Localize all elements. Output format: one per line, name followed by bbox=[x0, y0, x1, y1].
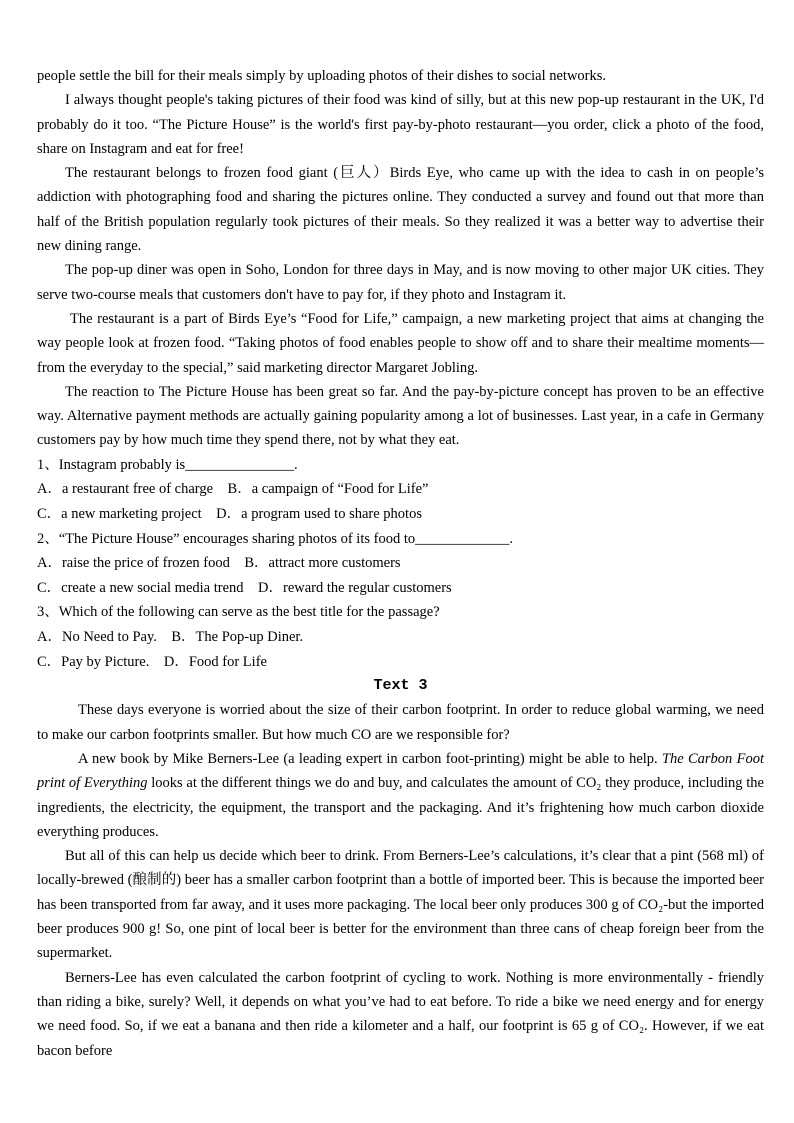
passage-paragraph: The restaurant is a part of Birds Eye’s “Food for Life,” campaign, a new marketing project that aims at changing the way people look at frozen food. “Taking photos of food enables people to show off and to share their mealtime moments—from the everyday to the special,” said marketing director Margaret Jobling. bbox=[37, 310, 764, 376]
passage-paragraph-continuation: people settle the bill for their meals simply by uploading photos of their dishes to social networks. bbox=[37, 68, 607, 84]
passage-paragraph: The reaction to The Picture House has been great so far. And the pay-by-picture concept has proven to be an effective way. Alternative payment methods are actually gaining popularity among a lot of businesses. Last year, in a cafe in Germany customers pay by how much time they spend there, not by what they eat. bbox=[37, 383, 764, 449]
text3-paragraph: But all of this can help us decide which beer to drink. From Berners-Lee’s calculations, it’s clear that a pint (568 ml) of locally-brewed (酿制的) beer has a smaller carbon footprint than a bottle of imported beer. This is because the imported beer has been transported from far away, and it uses more packaging. The local beer only produces 300 g of CO₂-but the imported beer produces 900 g! So, one pint of local beer is better for the environment than three cans of cheap foreign beer from the supermarket. bbox=[37, 848, 764, 962]
passage-paragraph: I always thought people's taking pictures of their food was kind of silly, but at this new pop-up restaurant in the UK, I'd probably do it too. “The Picture House” is the world's first pay-by-photo restaurant—you order, click a photo of the food, share on Instagram and eat for free! bbox=[37, 92, 764, 157]
text3-paragraph: These days everyone is worried about the size of their carbon footprint. In order to reduce global warming, we need to make our carbon footprints smaller. But how much CO are we responsible for? bbox=[37, 702, 764, 743]
book-title: The Carbon Foot print of Everything bbox=[37, 750, 764, 792]
text3-heading: Text 3 bbox=[373, 677, 428, 695]
passage-paragraph: The restaurant belongs to frozen food giant (巨人）Birds Eye, who came up with the idea to cash in on people’s addiction with photographing food and sharing the pictures online. They conducted a survey and found out that more than half of the British population regularly took pictures of their meals. So they realized it was a better way to advertise their new dining range. bbox=[37, 165, 764, 255]
question-3-options-ab: A．No Need to Pay. B．The Pop-up Diner. bbox=[37, 628, 304, 645]
question-3-options-cd: C．Pay by Picture. D．Food for Life bbox=[37, 653, 267, 670]
question-1-options-cd: C．a new marketing project D．a program used to share photos bbox=[37, 505, 422, 522]
passage-paragraph: The pop-up diner was open in Soho, London for three days in May, and is now moving to other major UK cities. They serve two-course meals that customers don't have to pay for, if they photo and Instagram it. bbox=[37, 262, 764, 303]
question-2-options-cd: C．create a new social media trend D．reward the regular customers bbox=[37, 579, 452, 596]
question-1-stem: 1、Instagram probably is_______________. bbox=[37, 456, 298, 473]
question-2-options-ab: A．raise the price of frozen food B．attract more customers bbox=[37, 555, 401, 572]
text3-p2-pre: A new book by Mike Berners-Lee (a leading expert in carbon foot-printing) might be able to help. bbox=[78, 750, 662, 767]
question-2-stem: 2、“The Picture House” encourages sharing photos of its food to_____________. bbox=[37, 530, 513, 547]
text3-paragraph: Berners-Lee has even calculated the carbon footprint of cycling to work. Nothing is more environmentally - friendly than riding a bike, surely? Well, it depends on what you’ve had to eat before. To ride a bike we need energy and for energy we need food. So, if we eat a banana and then ride a kilometer and a half, our footprint is 65 g of CO₂. However, if we eat bacon before bbox=[37, 969, 764, 1059]
text3-p2-post: looks at the different things we do and buy, and calculates the amount of CO₂ they produce, including the ingredients, the electricity, the equipment, the transport and the packaging. And it’s frightening how much carbon dioxide everything produces. bbox=[37, 775, 764, 840]
question-3-stem: 3、Which of the following can serve as the best title for the passage? bbox=[37, 604, 440, 621]
text3-paragraph bbox=[37, 747, 764, 844]
question-1-options-ab: A．a restaurant free of charge B．a campaign of “Food for Life” bbox=[37, 481, 429, 498]
